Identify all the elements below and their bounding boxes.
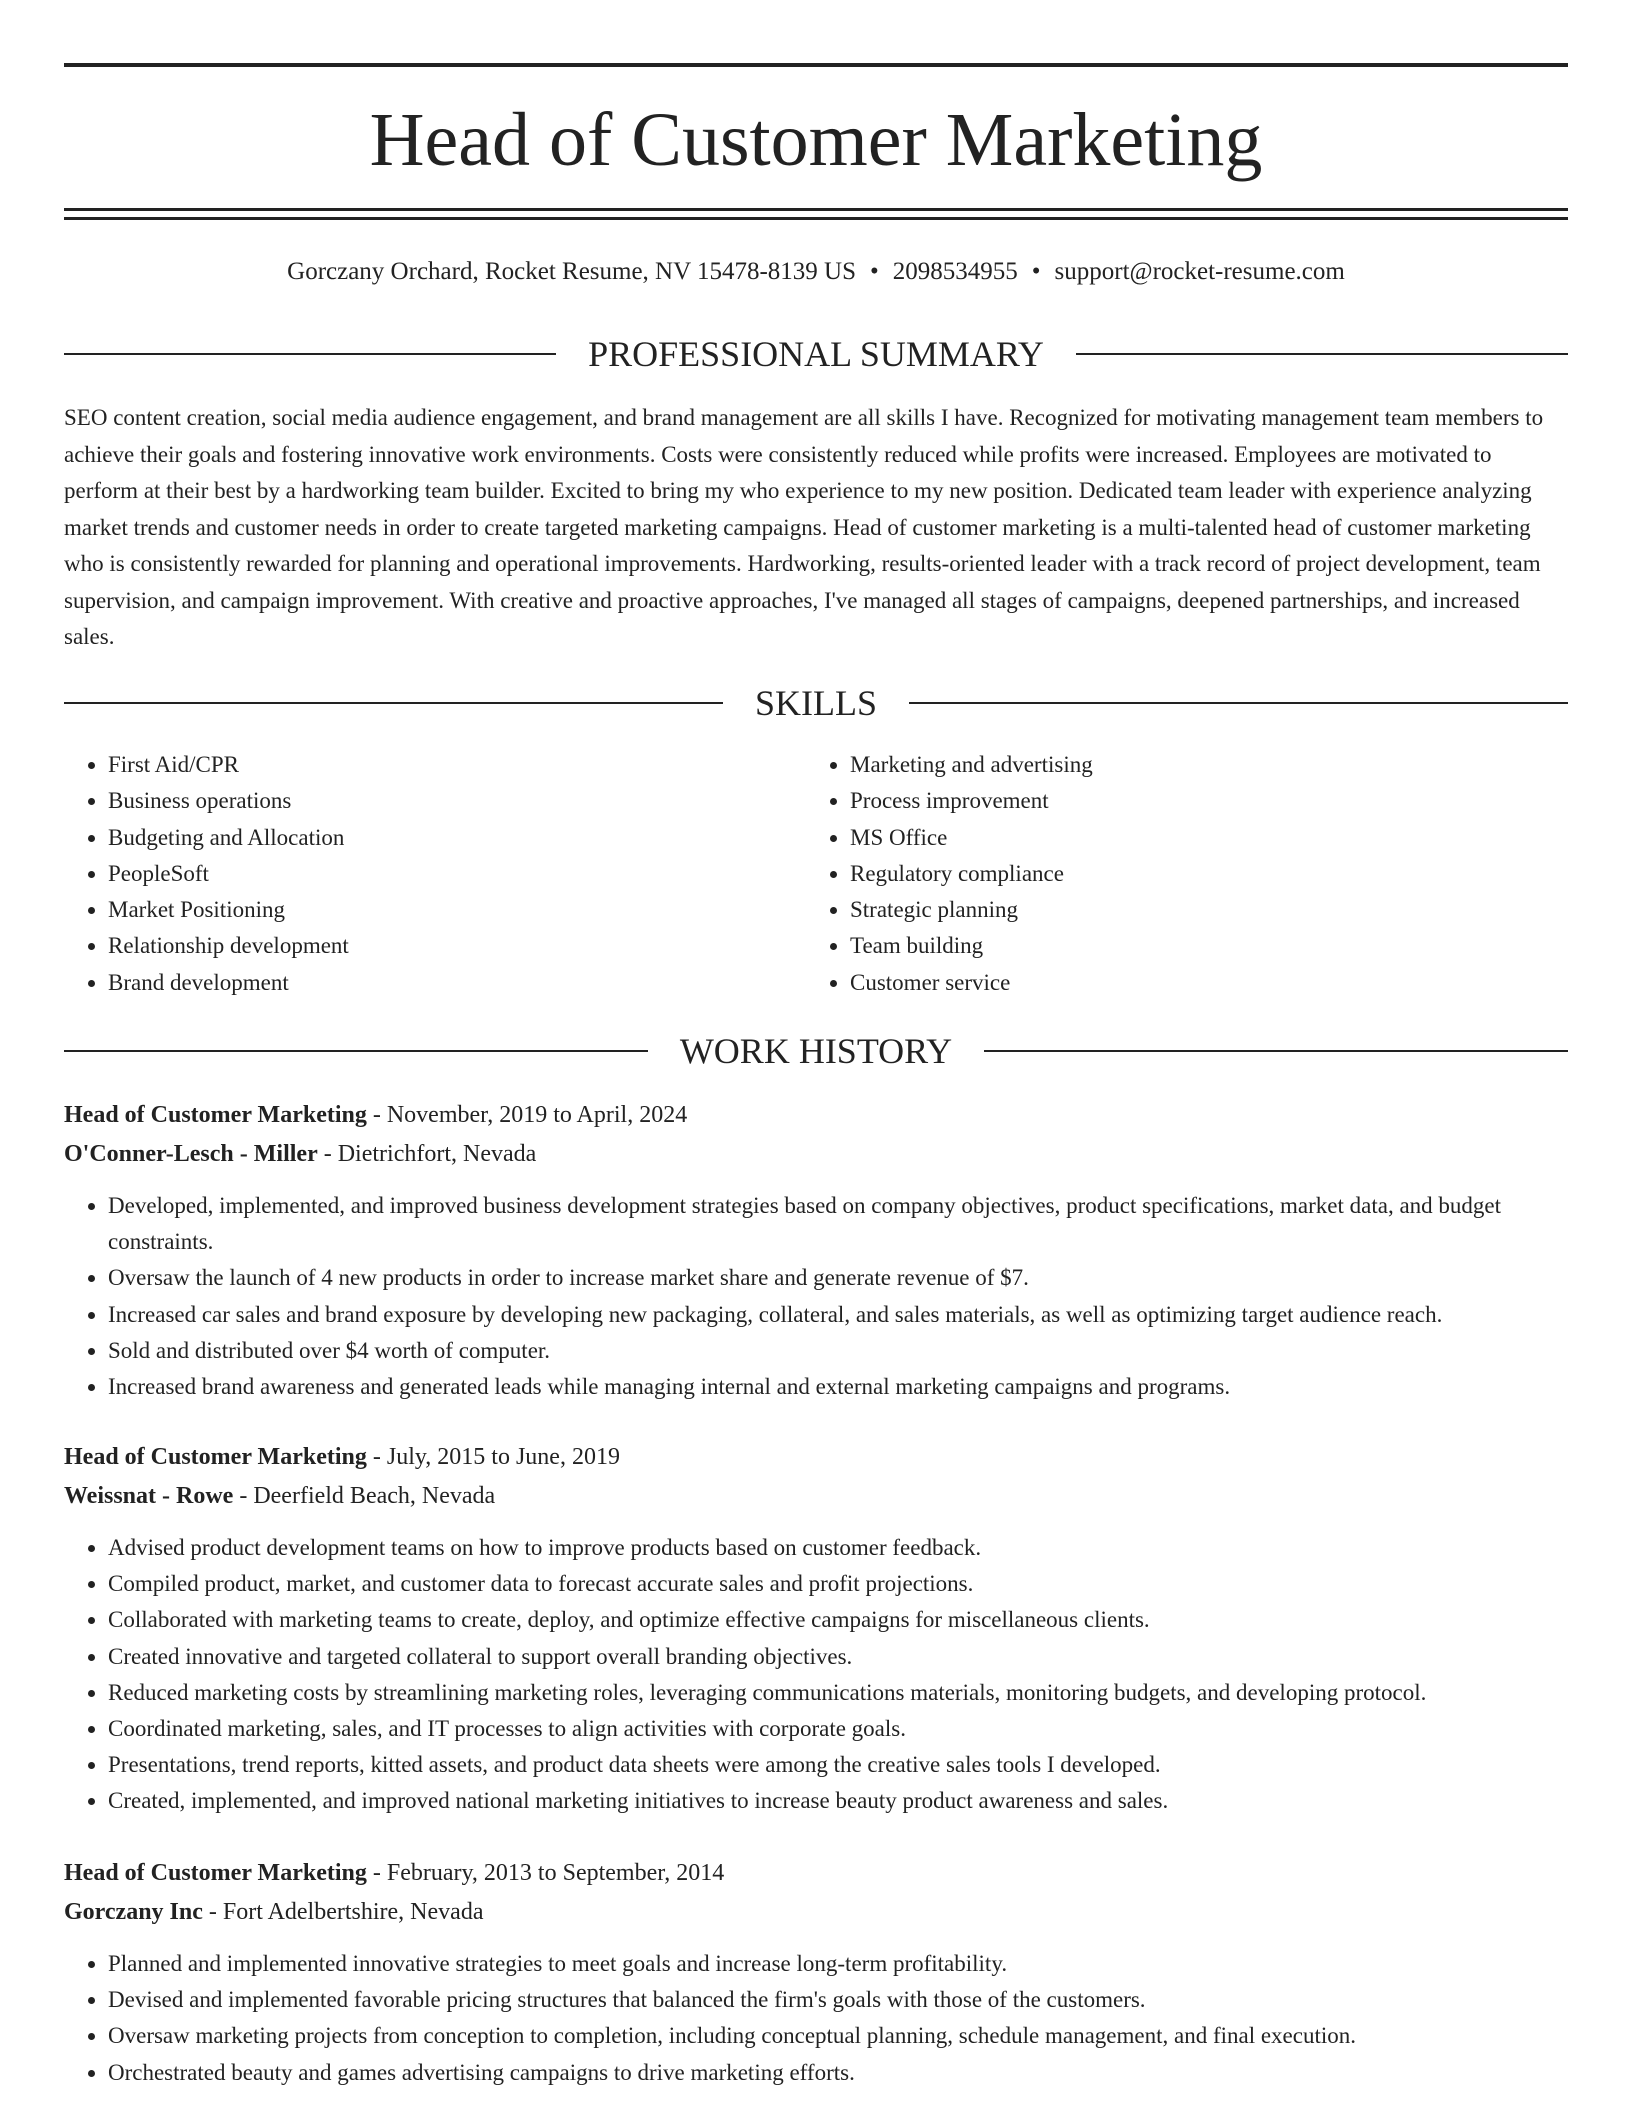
work-heading bbox=[64, 1028, 1568, 1074]
summary-text: SEO content creation, social media audience engagement, and brand management are all skills I have. Recognized for motivating management team members to achieve their goals and fostering innovative work environments. Costs were consistently reduced while profits were increased. Employees are motivated to perform at their best by a hardworking team builder. Excited to bring my who experience to my new position. Dedicated team leader with experience analyzing market trends and customer needs in order to create targeted marketing campaigns. Head of customer marketing is a multi-talented head of customer marketing who is consistently rewarded for planning and operational improvements. Hardworking, results-oriented leader with a track record of project development, team supervision, and campaign improvement. With creative and proactive approaches, I've managed all stages of campaigns, deepened partnerships, and increased sales. bbox=[64, 405, 1544, 649]
job-title-line bbox=[64, 1438, 1568, 1477]
job-title: Head of Customer Marketing bbox=[64, 1102, 367, 1128]
job-title: Head of Customer Marketing bbox=[64, 1444, 367, 1470]
job-entry bbox=[64, 1096, 1568, 1405]
job-bullets bbox=[64, 1188, 1568, 1405]
job-bullet: • Oversaw marketing projects from conception to completion, including conceptual planning, schedule management, and final execution. bbox=[108, 2018, 1568, 2054]
skills-list-left bbox=[64, 747, 806, 1001]
contact-address: Gorczany Orchard, Rocket Resume, NV 15478-8139 US bbox=[287, 258, 857, 285]
job-bullet: • Sold and distributed over $4 worth of computer. bbox=[108, 1333, 1568, 1369]
job-bullet: • Orchestrated beauty and games advertising campaigns to drive marketing efforts. bbox=[108, 2055, 1568, 2091]
job-dates: - November, 2019 to April, 2024 bbox=[366, 1102, 688, 1128]
resume-title: Head of Customer Marketing bbox=[369, 98, 1263, 182]
skill-item: • PeopleSoft bbox=[108, 856, 806, 892]
job-bullet: • Collaborated with marketing teams to create, deploy, and optimize effective campaigns for miscellaneous clients. bbox=[108, 1602, 1568, 1638]
job-location: - Dietrichfort, Nevada bbox=[317, 1141, 537, 1167]
double-rule bbox=[64, 208, 1568, 220]
skill-item: • Regulatory compliance bbox=[850, 856, 1548, 892]
job-bullet: • Reduced marketing costs by streamlining marketing roles, leveraging communications materials, monitoring budgets, and developing protocol. bbox=[108, 1675, 1568, 1711]
job-bullet: • Developed, implemented, and improved business development strategies based on company objectives, product specifications, market data, and budget constraints. bbox=[108, 1188, 1568, 1260]
skill-item: • Relationship development bbox=[108, 928, 806, 964]
job-bullet: • Planned and implemented innovative strategies to meet goals and increase long-term profitability. bbox=[108, 1946, 1568, 1982]
heading-rule-right bbox=[1076, 353, 1568, 355]
job-location: - Fort Adelbertshire, Nevada bbox=[202, 1899, 484, 1925]
job-company: Gorczany Inc bbox=[64, 1899, 203, 1925]
heading-rule-right bbox=[909, 702, 1568, 704]
job-bullet: • Increased car sales and brand exposure by developing new packaging, collateral, and sales materials, as well as optimizing target audience reach. bbox=[108, 1297, 1568, 1333]
contact-separator: • bbox=[1031, 258, 1041, 285]
job-bullet: • Created, implemented, and improved national marketing initiatives to increase beauty product awareness and sales. bbox=[108, 1783, 1568, 1819]
summary-heading-label: PROFESSIONAL SUMMARY bbox=[588, 334, 1044, 374]
job-bullet: • Increased brand awareness and generated leads while managing internal and external marketing campaigns and programs. bbox=[108, 1369, 1568, 1405]
job-entry bbox=[64, 1854, 1568, 2091]
skills-heading-label: SKILLS bbox=[755, 683, 878, 723]
job-title: Head of Customer Marketing bbox=[64, 1860, 367, 1886]
job-bullet: • Created innovative and targeted collateral to support overall branding objectives. bbox=[108, 1639, 1568, 1675]
job-company-line bbox=[64, 1135, 1568, 1174]
job-dates: - July, 2015 to June, 2019 bbox=[366, 1444, 620, 1470]
job-bullet: • Devised and implemented favorable pricing structures that balanced the firm's goals with those of the customers. bbox=[108, 1982, 1568, 2018]
heading-rule-left bbox=[64, 1050, 648, 1052]
skill-item: • Marketing and advertising bbox=[850, 747, 1548, 783]
job-bullets bbox=[64, 1530, 1568, 1820]
heading-rule-left bbox=[64, 353, 556, 355]
job-company-line bbox=[64, 1477, 1568, 1516]
job-company: O'Conner-Lesch - Miller bbox=[64, 1141, 318, 1167]
contact-line bbox=[64, 254, 1568, 290]
skill-item: • Process improvement bbox=[850, 783, 1548, 819]
skill-item: • Market Positioning bbox=[108, 892, 806, 928]
skill-item: • Customer service bbox=[850, 965, 1548, 1001]
skills-list-right bbox=[806, 747, 1548, 1001]
job-bullet: • Advised product development teams on how to improve products based on customer feedback. bbox=[108, 1530, 1568, 1566]
job-bullet: • Coordinated marketing, sales, and IT processes to align activities with corporate goals. bbox=[108, 1711, 1568, 1747]
job-company: Weissnat - Rowe bbox=[64, 1483, 234, 1509]
job-bullets bbox=[64, 1946, 1568, 2091]
job-bullet: • Compiled product, market, and customer data to forecast accurate sales and profit projections. bbox=[108, 1566, 1568, 1602]
skill-item: • MS Office bbox=[850, 820, 1548, 856]
skill-item: • Brand development bbox=[108, 965, 806, 1001]
skills-heading bbox=[64, 680, 1568, 726]
heading-rule-left bbox=[64, 702, 723, 704]
job-title-line bbox=[64, 1854, 1568, 1893]
job-entry bbox=[64, 1438, 1568, 1820]
contact-email: support@rocket-resume.com bbox=[1054, 258, 1345, 285]
job-company-line bbox=[64, 1893, 1568, 1932]
skill-item: • Business operations bbox=[108, 783, 806, 819]
job-title-line bbox=[64, 1096, 1568, 1135]
contact-phone: 2098534955 bbox=[892, 258, 1018, 285]
contact-separator: • bbox=[870, 258, 879, 285]
skill-item: • Budgeting and Allocation bbox=[108, 820, 806, 856]
job-bullet: • Presentations, trend reports, kitted assets, and product data sheets were among the creative sales tools I developed. bbox=[108, 1747, 1568, 1783]
skills-columns bbox=[64, 747, 1568, 1001]
top-rule bbox=[64, 63, 1568, 67]
job-bullet: • Oversaw the launch of 4 new products in order to increase market share and generate revenue of $7. bbox=[108, 1260, 1568, 1296]
skill-item: • First Aid/CPR bbox=[108, 747, 806, 783]
skill-item: • Team building bbox=[850, 928, 1548, 964]
summary-heading bbox=[64, 331, 1568, 377]
job-location: - Deerfield Beach, Nevada bbox=[233, 1483, 496, 1509]
job-dates: - February, 2013 to September, 2014 bbox=[366, 1860, 725, 1886]
heading-rule-right bbox=[984, 1050, 1568, 1052]
skill-item: • Strategic planning bbox=[850, 892, 1548, 928]
work-heading-label: WORK HISTORY bbox=[679, 1031, 953, 1071]
